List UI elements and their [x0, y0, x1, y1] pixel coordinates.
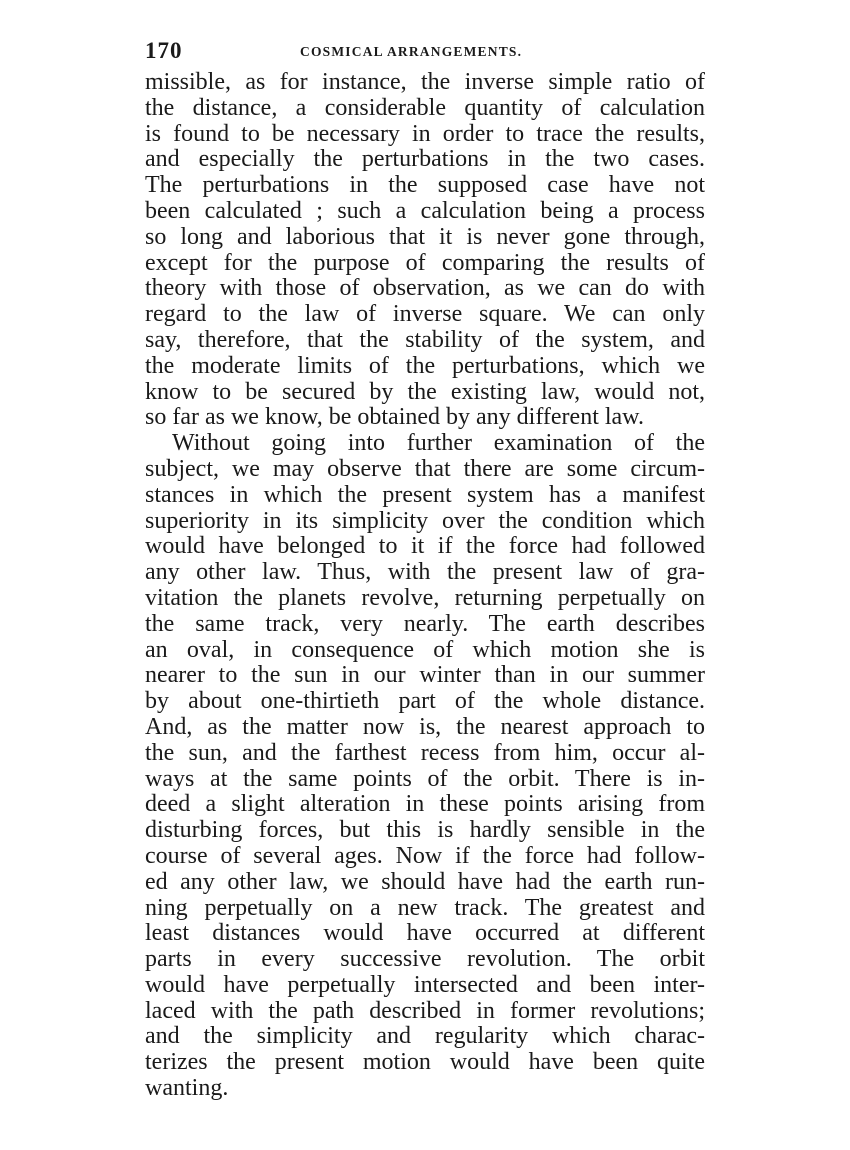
text-line: the moderate limits of the perturbations, which we	[145, 352, 705, 379]
book-page	[145, 38, 705, 1102]
text-line: so long and laborious that it is never gone through,	[145, 223, 705, 250]
text-line: would have belonged to it if the force had followed	[145, 533, 705, 560]
text-line: the distance, a considerable quantity of calculation	[145, 94, 705, 121]
text-line: The perturbations in the supposed case have not	[145, 172, 705, 199]
text-line: ways at the same points of the orbit. There is in-	[145, 765, 705, 792]
text-line: superiority in its simplicity over the condition which	[145, 507, 705, 534]
text-line: missible, as for instance, the inverse simple ratio of	[145, 69, 705, 95]
text-line: wanting.	[145, 1075, 229, 1102]
text-line: And, as the matter now is, the nearest approach to	[145, 713, 705, 740]
text-line: ning perpetually on a new track. The greatest and	[145, 894, 705, 921]
text-line: and the simplicity and regularity which charac-	[145, 1023, 705, 1050]
text-line: an oval, in consequence of which motion she is	[145, 636, 705, 663]
text-line: the sun, and the farthest recess from him, occur al-	[145, 739, 705, 766]
text-line: by about one-thirtieth part of the whole distance.	[145, 688, 705, 715]
text-line: say, therefore, that the stability of the system, and	[145, 326, 705, 353]
text-line: vitation the planets revolve, returning perpetually on	[145, 584, 705, 611]
text-line: disturbing forces, but this is hardly sensible in the	[145, 817, 705, 844]
text-line: been calculated ; such a calculation being a process	[145, 197, 705, 224]
text-line: theory with those of observation, as we can do with	[145, 275, 705, 302]
text-line: the same track, very nearly. The earth describes	[145, 610, 705, 637]
text-line: subject, we may observe that there are some circum-	[145, 455, 705, 482]
text-line: know to be secured by the existing law, would not,	[145, 378, 705, 405]
page-number: 170	[145, 38, 183, 63]
text-line: laced with the path described in former revolutions;	[145, 997, 705, 1024]
text-line: terizes the present motion would have been quite	[145, 1049, 705, 1076]
text-line: Without going into further examination of the	[172, 430, 705, 457]
text-line: any other law. Thus, with the present law of gra-	[145, 559, 705, 586]
text-line: deed a slight alteration in these points arising from	[145, 791, 705, 818]
text-line: is found to be necessary in order to trace the results,	[145, 120, 705, 147]
text-line: regard to the law of inverse square. We can only	[145, 301, 705, 328]
running-head	[145, 38, 705, 66]
text-line: stances in which the present system has a manifest	[145, 481, 705, 508]
text-line: ed any other law, we should have had the earth run-	[145, 868, 705, 895]
text-line: parts in every successive revolution. The orbit	[145, 946, 705, 973]
text-line: would have perpetually intersected and been inter-	[145, 971, 705, 998]
text-line: least distances would have occurred at different	[145, 920, 705, 947]
text-line: course of several ages. Now if the force had follow-	[145, 842, 705, 869]
text-line: except for the purpose of comparing the results of	[145, 249, 705, 276]
text-line: so far as we know, be obtained by any different law.	[145, 404, 644, 431]
text-line: and especially the perturbations in the two cases.	[145, 146, 705, 173]
text-line: nearer to the sun in our winter than in our summer	[145, 662, 705, 689]
body-text	[145, 70, 705, 1102]
running-title: COSMICAL ARRANGEMENTS.	[300, 44, 523, 59]
